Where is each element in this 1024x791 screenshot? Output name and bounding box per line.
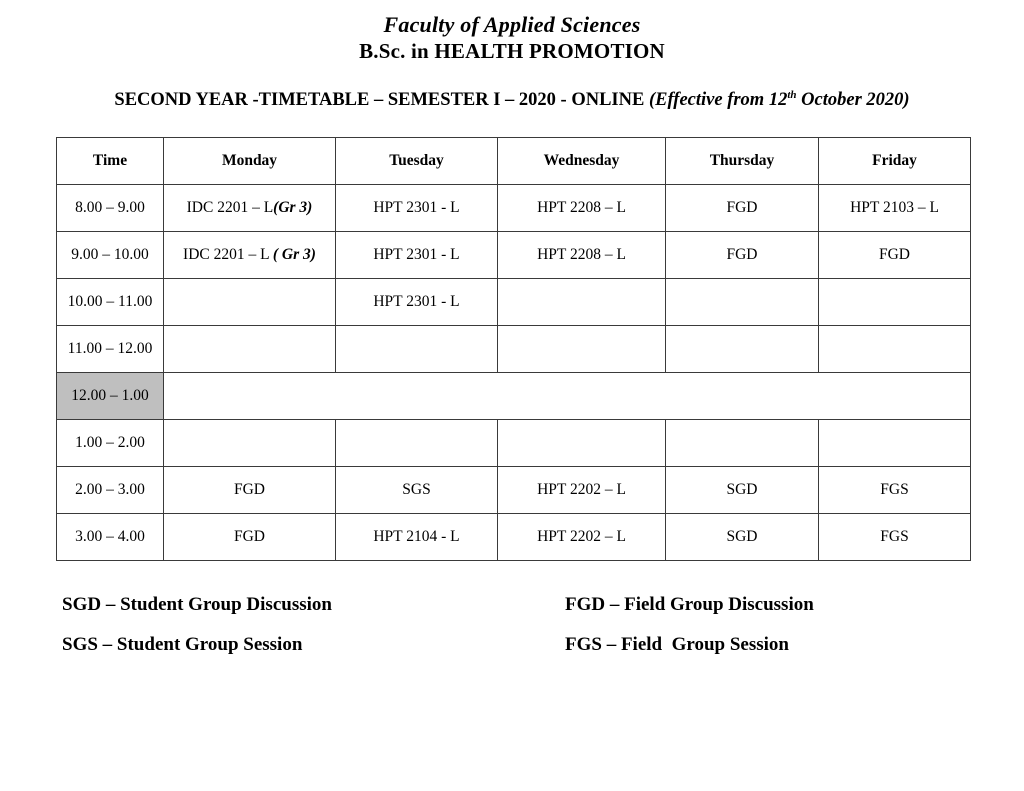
legend-left-column xyxy=(0,594,565,616)
class-cell-friday xyxy=(819,514,971,561)
timetable-body xyxy=(57,185,971,561)
class-cell-monday xyxy=(164,185,336,232)
legend-right-column xyxy=(565,634,1024,656)
class-code: HPT 2208 – L xyxy=(537,246,626,263)
class-code: SGD xyxy=(726,481,758,498)
column-header-wednesday: Wednesday xyxy=(498,138,666,185)
class-code: HPT 2202 – L xyxy=(537,481,626,498)
timetable-row xyxy=(57,232,971,279)
class-cell-monday xyxy=(164,467,336,514)
time-slot-label: 11.00 – 12.00 xyxy=(57,326,164,373)
effective-date-ordinal: th xyxy=(787,88,797,101)
class-cell-monday xyxy=(164,279,336,326)
timetable-row xyxy=(57,326,971,373)
time-slot-label: 9.00 – 10.00 xyxy=(57,232,164,279)
class-cell-friday xyxy=(819,326,971,373)
effective-date-suffix: October 2020) xyxy=(796,90,910,110)
class-code: HPT 2208 – L xyxy=(537,199,626,216)
subtitle-main-text: SECOND YEAR -TIMETABLE – SEMESTER I – 2020 - ONLINE xyxy=(114,90,649,110)
column-header-monday: Monday xyxy=(164,138,336,185)
class-code: FGD xyxy=(233,528,265,545)
legend-item-sgs: SGS – Student Group Session xyxy=(62,634,303,655)
class-cell-wednesday xyxy=(498,279,666,326)
time-slot-label: 2.00 – 3.00 xyxy=(57,467,164,514)
class-cell-tuesday xyxy=(336,279,498,326)
class-group-note: ( Gr 3) xyxy=(272,246,316,263)
class-cell-thursday xyxy=(666,279,819,326)
header-row xyxy=(57,138,971,185)
class-cell-thursday xyxy=(666,326,819,373)
degree-title: B.Sc. in HEALTH PROMOTION xyxy=(359,39,665,63)
effective-date-note xyxy=(649,90,910,110)
legend-right-column xyxy=(565,594,1024,616)
timetable-container xyxy=(56,137,970,561)
timetable-grid xyxy=(56,137,971,561)
class-cell-wednesday xyxy=(498,232,666,279)
timetable-row xyxy=(57,279,971,326)
class-cell-friday xyxy=(819,185,971,232)
class-cell-tuesday xyxy=(336,326,498,373)
class-code: IDC 2201 – L xyxy=(183,246,273,263)
class-code: HPT 2202 – L xyxy=(537,528,626,545)
class-cell-wednesday xyxy=(498,514,666,561)
lunch-break-band xyxy=(164,373,971,420)
class-cell-thursday xyxy=(666,420,819,467)
effective-date-prefix: (Effective from 12 xyxy=(648,90,788,110)
legend-row xyxy=(0,625,1024,665)
column-header-friday: Friday xyxy=(819,138,971,185)
legend-left-column xyxy=(0,634,565,656)
class-cell-wednesday xyxy=(498,420,666,467)
class-cell-thursday xyxy=(666,232,819,279)
class-code: FGS xyxy=(880,528,909,545)
class-code: FGD xyxy=(726,246,758,263)
timetable-subtitle xyxy=(0,88,1024,112)
class-cell-tuesday xyxy=(336,420,498,467)
class-cell-monday xyxy=(164,326,336,373)
class-cell-friday xyxy=(819,467,971,514)
class-code: FGD xyxy=(233,481,265,498)
time-slot-label: 1.00 – 2.00 xyxy=(57,420,164,467)
class-cell-friday xyxy=(819,232,971,279)
class-code: FGD xyxy=(726,199,758,216)
class-cell-monday xyxy=(164,232,336,279)
class-cell-friday xyxy=(819,279,971,326)
class-code: FGS xyxy=(880,481,909,498)
class-cell-wednesday xyxy=(498,326,666,373)
timetable-row xyxy=(57,467,971,514)
class-cell-friday xyxy=(819,420,971,467)
class-code: HPT 2301 - L xyxy=(373,293,460,310)
class-code: HPT 2104 - L xyxy=(373,528,460,545)
timetable-head xyxy=(57,138,971,185)
timetable-row xyxy=(57,420,971,467)
time-slot-label: 3.00 – 4.00 xyxy=(57,514,164,561)
faculty-title: Faculty of Applied Sciences xyxy=(383,12,641,37)
time-slot-label: 12.00 – 1.00 xyxy=(57,373,164,420)
class-cell-thursday xyxy=(666,467,819,514)
class-code: HPT 2103 – L xyxy=(850,199,939,216)
class-cell-wednesday xyxy=(498,185,666,232)
class-cell-wednesday xyxy=(498,467,666,514)
class-code: IDC 2201 – L xyxy=(186,199,274,216)
class-cell-thursday xyxy=(666,514,819,561)
column-header-time: Time xyxy=(57,138,164,185)
class-code: HPT 2301 - L xyxy=(373,199,460,216)
legend-row xyxy=(0,585,1024,625)
time-slot-label: 8.00 – 9.00 xyxy=(57,185,164,232)
class-cell-monday xyxy=(164,420,336,467)
class-code: SGD xyxy=(726,528,758,545)
class-group-note: (Gr 3) xyxy=(273,199,313,216)
document-header xyxy=(0,0,1024,64)
legend-item-fgd: FGD – Field Group Discussion xyxy=(565,594,814,615)
class-cell-tuesday xyxy=(336,185,498,232)
timetable-row xyxy=(57,514,971,561)
column-header-thursday: Thursday xyxy=(666,138,819,185)
class-cell-tuesday xyxy=(336,232,498,279)
class-code: SGS xyxy=(402,481,431,498)
class-cell-tuesday xyxy=(336,467,498,514)
class-code: HPT 2301 - L xyxy=(373,246,460,263)
legend-item-sgd: SGD – Student Group Discussion xyxy=(62,594,332,615)
legend-item-fgs: FGS – Field Group Session xyxy=(565,634,790,655)
timetable-row xyxy=(57,373,971,420)
legend-block xyxy=(0,585,1024,665)
class-cell-tuesday xyxy=(336,514,498,561)
class-code: FGD xyxy=(878,246,910,263)
class-cell-thursday xyxy=(666,185,819,232)
time-slot-label: 10.00 – 11.00 xyxy=(57,279,164,326)
class-cell-monday xyxy=(164,514,336,561)
timetable-row xyxy=(57,185,971,232)
column-header-tuesday: Tuesday xyxy=(336,138,498,185)
